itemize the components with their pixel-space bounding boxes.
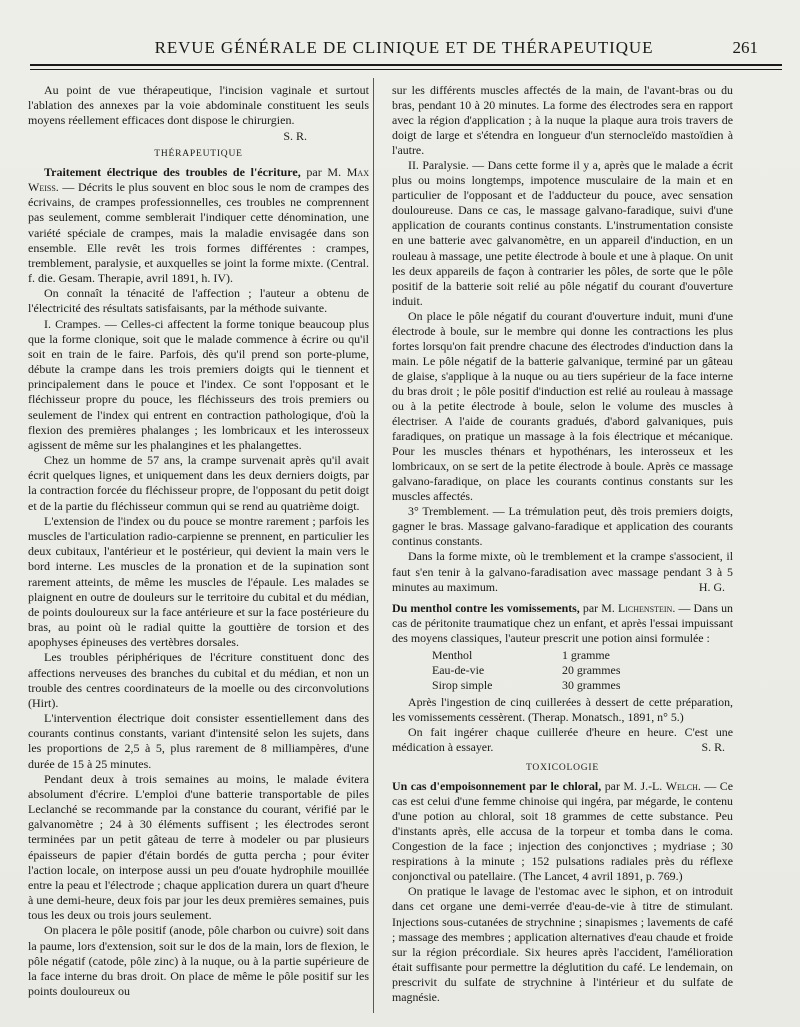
formula-ingredient: Menthol — [432, 647, 473, 662]
body-paragraph: Pendant deux à trois semaines au moins, le malade évitera absolument d'écrire. L'emploi d'une batterie transportable de piles Leclanché se recommande par la constance du courant, vérifié par le galvanomètre ; 24 à 30 éléments suffisent ; les électrodes seront terminées par un petit gâteau de terre à modeler ou par plusieurs épaisseurs de papier d'étain bordés de gutta percha ; pour éviter l'action locale, on interpose aussi un peu d'ouate hydrophile mouillée entre la peau et l'électrode ; chaque application durera un quart d'heure à une demi-heure, deux fois par jour les deux premières semaines, puis tous les deux ou trois jours seulement. — [28, 771, 369, 923]
formula-row — [432, 678, 733, 693]
body-paragraph: On placera le pôle positif (anode, pôle charbon ou cuivre) soit dans la paume, lors d'extension, soit sur le dos de la main, lors de flexion, le pôle négatif (catode, pôle zinc) à la nuque, ou à la partie supérieure de la face interne du bras droit. On place de même le pôle positif sur les points douloureux ou — [28, 923, 369, 999]
page-header — [28, 30, 780, 64]
body-paragraph: 3° Tremblement. — La trémulation peut, dès trois premiers doigts, gagner le bras. Massage galvano-faradique et application des courants continus constants. — [392, 504, 733, 549]
body-paragraph: Après l'ingestion de cinq cuillerées à dessert de cette préparation, les vomissements cessèrent. (Therap. Monatsch., 1891, n° 5.) — [392, 694, 733, 724]
body-text: On fait ingérer chaque cuillerée d'heure en heure. C'est une médication à essayer. — [392, 724, 733, 755]
body-paragraph: On pratique le lavage de l'estomac avec le siphon, et on introduit dans cet organe une demi-verrée d'eau-de-vie à titre de stimulant. Injections sous-cutanées de strychnine ; sinapismes ; lavements de café ; massage des membres ; application alternatives d'eau chaude et froide sur la région précordiale. Six heures après l'accident, l'amélioration était suffisante pour permettre la déglutition du café. Le lendemain, on prescrivit du sulfate de strychnine à l'intérieur et du sulfate de magnésie. — [392, 884, 733, 1004]
article-author: Lichenstein — [617, 600, 673, 615]
article-title: Du menthol contre les vomissements, — [392, 600, 580, 615]
formula-quantity: 30 grammes — [562, 677, 621, 692]
article-byline: par M. — [300, 164, 347, 179]
body-paragraph: On place le pôle négatif du courant d'ouverture induit, muni d'une électrode à boule, sur le membre qui donne les contractions les plus fortes lorsqu'on fait prendre chacune des électrodes d'induction dans la main. Le pôle négatif de la batterie galvanique, terminé par un gâteau de glaise, s'applique à la nuque ou au tiers supérieur de la face interne du bras droit ; le pôle positif d'induction est relié au rouleau à massage ou à la petite électrode à boule, selon le volume des muscles à électriser. A l'aide de courants gradués, d'abord galvaniques, puis faradiques, on pratique un massage à la fois électrique et mécanique. Pour les muscles thénars et hypothénars, les interosseux et les lombricaux, on se sert de la petite électrode à boule. Après ce massage galvano-faradique, on place les courants continus constants sur les muscles affectés. — [392, 308, 733, 504]
body-paragraph: L'intervention électrique doit consister essentiellement dans des courants continus constants, variant d'intensité selon les sujets, dans les proportions de 2,5 à 5, plus rarement de 8 milliampères, d'une durée de 15 à 25 minutes. — [28, 711, 369, 771]
column-divider — [373, 78, 374, 1013]
body-paragraph: Les troubles périphériques de l'écriture constituent donc des affections nerveuses des branches du cubital et du médian, et non un trouble des centres coordinateurs de la moelle ou des circonvolutions (Hirt). — [28, 650, 369, 710]
header-rule-thick — [30, 64, 782, 66]
formula-row — [432, 663, 733, 678]
section-heading-toxicologie: TOXICOLOGIE — [525, 763, 599, 774]
body-paragraph: L'extension de l'index ou du pouce se montre rarement ; parfois les muscles de l'articulation radio-carpienne se prennent, en particulier les deux cubitaux, l'antérieur et le postérieur, qui devient la main vers le bord interne. Les muscles de la pronation et de la supination sont rarement atteints, de même les muscles de l'épaule. Les malades se plaignent en outre de douleurs sur le territoire du cubital et du médian, de points douloureux sur la face antérieure et sur la face postérieure du bras, au point où le radial quitte la gouttière de torsion et des apophyses épineuses des vertèbres dorsales. — [28, 513, 369, 650]
article-author: Welch — [665, 779, 698, 794]
body-paragraph: sur les différents muscles affectés de la main, de l'avant-bras ou du bras, pendant 10 à 20 minutes. La forme des électrodes sera en rapport avec la région d'application ; à la nuque la plaque aura trois travers de doigt de large et s'étendra en longueur d'un sternocleïdo mastoïdien à l'autre. — [392, 83, 733, 158]
article-text: . — Décrits le plus souvent en bloc sous le nom de crampes des écrivains, de crampes professionnelles, ces troubles ne comprennent pas seulement, comme semblerait l'indiquer cette dénomination, une variété spéciale de crampes, mais la maladie envisagée dans son ensemble. Elle revêt les trois formes différentes : crampes, tremblement, paralysie, et auxquelles se joint la forme mixte. (Central. f. die. Gesam. Therapie, avril 1891, h. IV). — [28, 180, 369, 286]
body-paragraph: II. Paralysie. — Dans cette forme il y a, après que le malade a écrit plus ou moins longtemps, impotence musculaire de la main et en particulier de l'opposant et de l'adducteur du pouce, avec sensation douloureuse. Dans ce cas, le massage galvano-faradique, suivi d'une application de courants continus constants. L'instrumentation consiste en une batterie avec galvanomètre, en un appareil d'induction, en un rouleau à massage, une petite électrode à boule et une à plaque. On unit les deux appareils de façon à contrarier les pôles, de sorte que le pôle positif de la batterie soit relié au pôle négatif du courant d'ouverture induit. — [392, 158, 733, 308]
formula-ingredient: Eau-de-vie — [432, 662, 485, 677]
signature: H. G. — [698, 579, 725, 594]
article-text: . — Dans un cas de péritonite traumatique chez un enfant, et après l'essai impuissant des moyens classiques, l'auteur prescrit une potion ainsi formulée : — [392, 600, 733, 645]
body-paragraph: On connaît la ténacité de l'affection ; l'auteur a obtenu de l'électricité des résultats satisfaisants, par la méthode suivante. — [28, 286, 369, 316]
article-title: Un cas d'empoisonnement par le chloral, — [392, 779, 602, 794]
body-paragraph: Chez un homme de 57 ans, la crampe survenait après qu'il avait écrit quelques lignes, et uniquement dans les deux derniers doigts, par la contraction forcée du fléchisseur propre, de l'opposant du petit doigt et de la partie du fléchisseur commun qui se rend au quatrième doigt. — [28, 453, 369, 513]
article-paragraph — [392, 779, 733, 884]
right-column — [392, 83, 733, 1005]
article-byline: par M. — [579, 600, 618, 615]
article-text: . — Ce cas est celui d'une femme chinoise qui ingéra, par mégarde, le contenu d'une potion au chloral, soit 18 grammes de cette substance. Peu d'instants après, elle accusa de la torpeur et tomba dans le coma. Congestion de la face ; injection des conjonctives ; mydriase ; 30 respirations à la minute ; 152 pulsations radiales près du réflexe conjonctival ou patellaire. (The Lancet, 4 avril 1891, p. 769.) — [392, 779, 733, 884]
article-title: Traitement électrique des troubles de l'écriture, — [44, 164, 301, 179]
article-author: Max Weiss — [28, 164, 369, 195]
formula-quantity: 20 grammes — [562, 662, 621, 677]
formula-row — [432, 648, 733, 663]
running-title: REVUE GÉNÉRALE DE CLINIQUE ET DE THÉRAPEUTIQUE — [154, 38, 654, 57]
intro-paragraph: Au point de vue thérapeutique, l'incision vaginale et surtout l'ablation des annexes par la voie abdominale constituent les seuls moyens réellement efficaces dont dispose le chirurgien. — [28, 83, 369, 128]
article-paragraph — [392, 601, 733, 646]
article-paragraph — [28, 165, 369, 286]
left-column — [28, 83, 369, 999]
signature: S. R. — [701, 740, 725, 755]
article-byline: par M. J.-L. — [601, 779, 666, 794]
header-rule-thin — [30, 69, 782, 70]
section-heading-therapeutique: THÉRAPEUTIQUE — [154, 148, 243, 159]
intro-signature: S. R. — [283, 128, 307, 143]
body-paragraph: I. Crampes. — Celles-ci affectent la forme tonique beaucoup plus que la forme clonique, soit que le malade commence à écrire ou qu'il soit en train de le faire. Parfois, dès qu'il prend son porte-plume, débute la crampe dans les trois premiers doigts qui le tiennent et principalement dans le pouce et l'index. Ce sont l'opposant et le fléchisseur propre du pouce, les fléchisseurs des trois premiers ou seulement de l'index qui entrent en contraction pathologique, d'où la flexion des premières phalanges ; les lombricaux et les interosseux agissent de même sur les phalangines et les phalangettes. — [28, 316, 369, 452]
body-text: Dans la forme mixte, où le tremblement et la crampe s'associent, il faut s'en tenir à la galvano-faradisation avec massage pendant 3 à 5 minutes au maximum. — [392, 549, 733, 594]
page-number: 261 — [732, 38, 758, 57]
body-paragraph — [392, 725, 733, 755]
body-paragraph — [392, 549, 733, 594]
prescription-formula — [432, 648, 733, 693]
formula-quantity: 1 gramme — [562, 647, 610, 662]
formula-ingredient: Sirop simple — [432, 677, 493, 692]
